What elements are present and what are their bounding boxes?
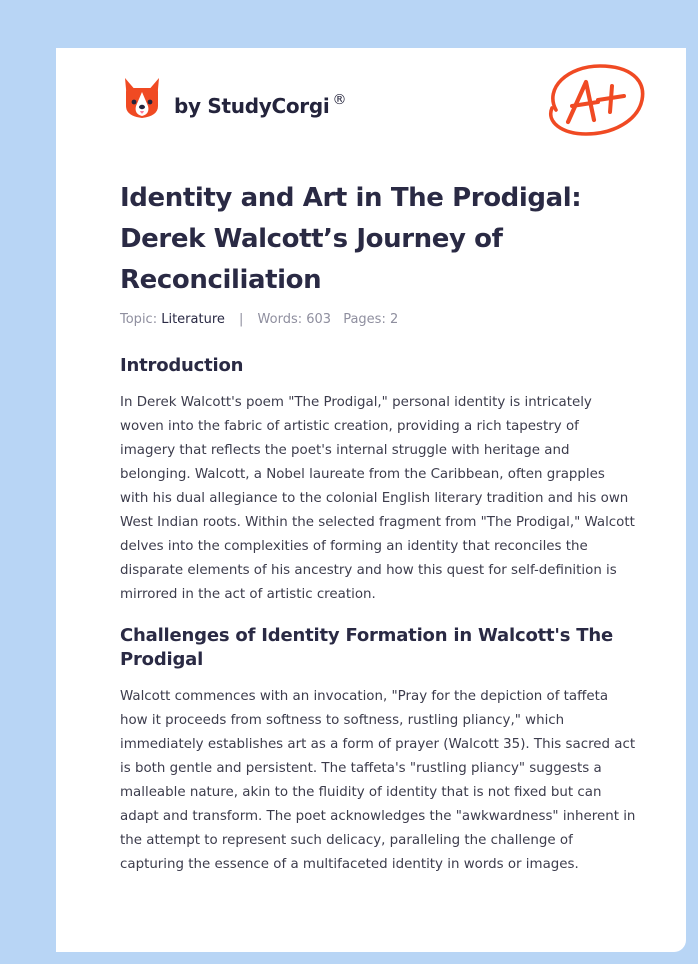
topic-link[interactable]: Literature [161,312,225,327]
brand-name[interactable]: by StudyCorgi ® [174,92,347,118]
section-heading-introduction: Introduction [120,355,244,376]
registered-mark: ® [332,92,347,108]
topic-label: Topic: [120,312,158,327]
document-meta [120,312,398,327]
a-plus-grade-stamp [538,60,648,140]
meta-separator: | [239,312,244,327]
corgi-logo-icon [122,76,162,122]
document-page [56,48,686,952]
word-count: Words: 603 [257,312,332,327]
document-title: Identity and Art in The Prodigal: Derek Walcott’s Journey of Reconciliation [120,183,582,295]
section-body-challenges: Walcott commences with an invocation, "Pray for the depiction of taffeta how it proceeds from softness to softness, rustling pliancy," which immediately establishes art as a form of prayer (Walcott 35). This sacred act is both gentle and persistent. The taffeta's "rustling pliancy" suggests a malleable nature, akin to the fluidity of identity that is not fixed but can adapt and transform. The poet acknowledges the "awkwardness" inherent in the attempt to represent such delicacy, paralleling the challenge of capturing the essence of a multifaceted identity in words or images. [120,689,636,872]
page-count: Pages: 2 [343,312,399,327]
section-heading-challenges: Challenges of Identity Formation in Walcott's The Prodigal [120,625,614,670]
section-body-introduction: In Derek Walcott's poem "The Prodigal," personal identity is intricately woven into the fabric of artistic creation, providing a rich tapestry of imagery that reflects the poet's internal struggle with heritage and belonging. Walcott, a Nobel laureate from the Caribbean, often grapples with his dual allegiance to the colonial English literary tradition and his own West Indian roots. Within the selected fragment from "The Prodigal," Walcott delves into the complexities of forming an identity that reconciles the disparate elements of his ancestry and how this quest for self-definition is mirrored in the act of artistic creation. [120,395,635,602]
